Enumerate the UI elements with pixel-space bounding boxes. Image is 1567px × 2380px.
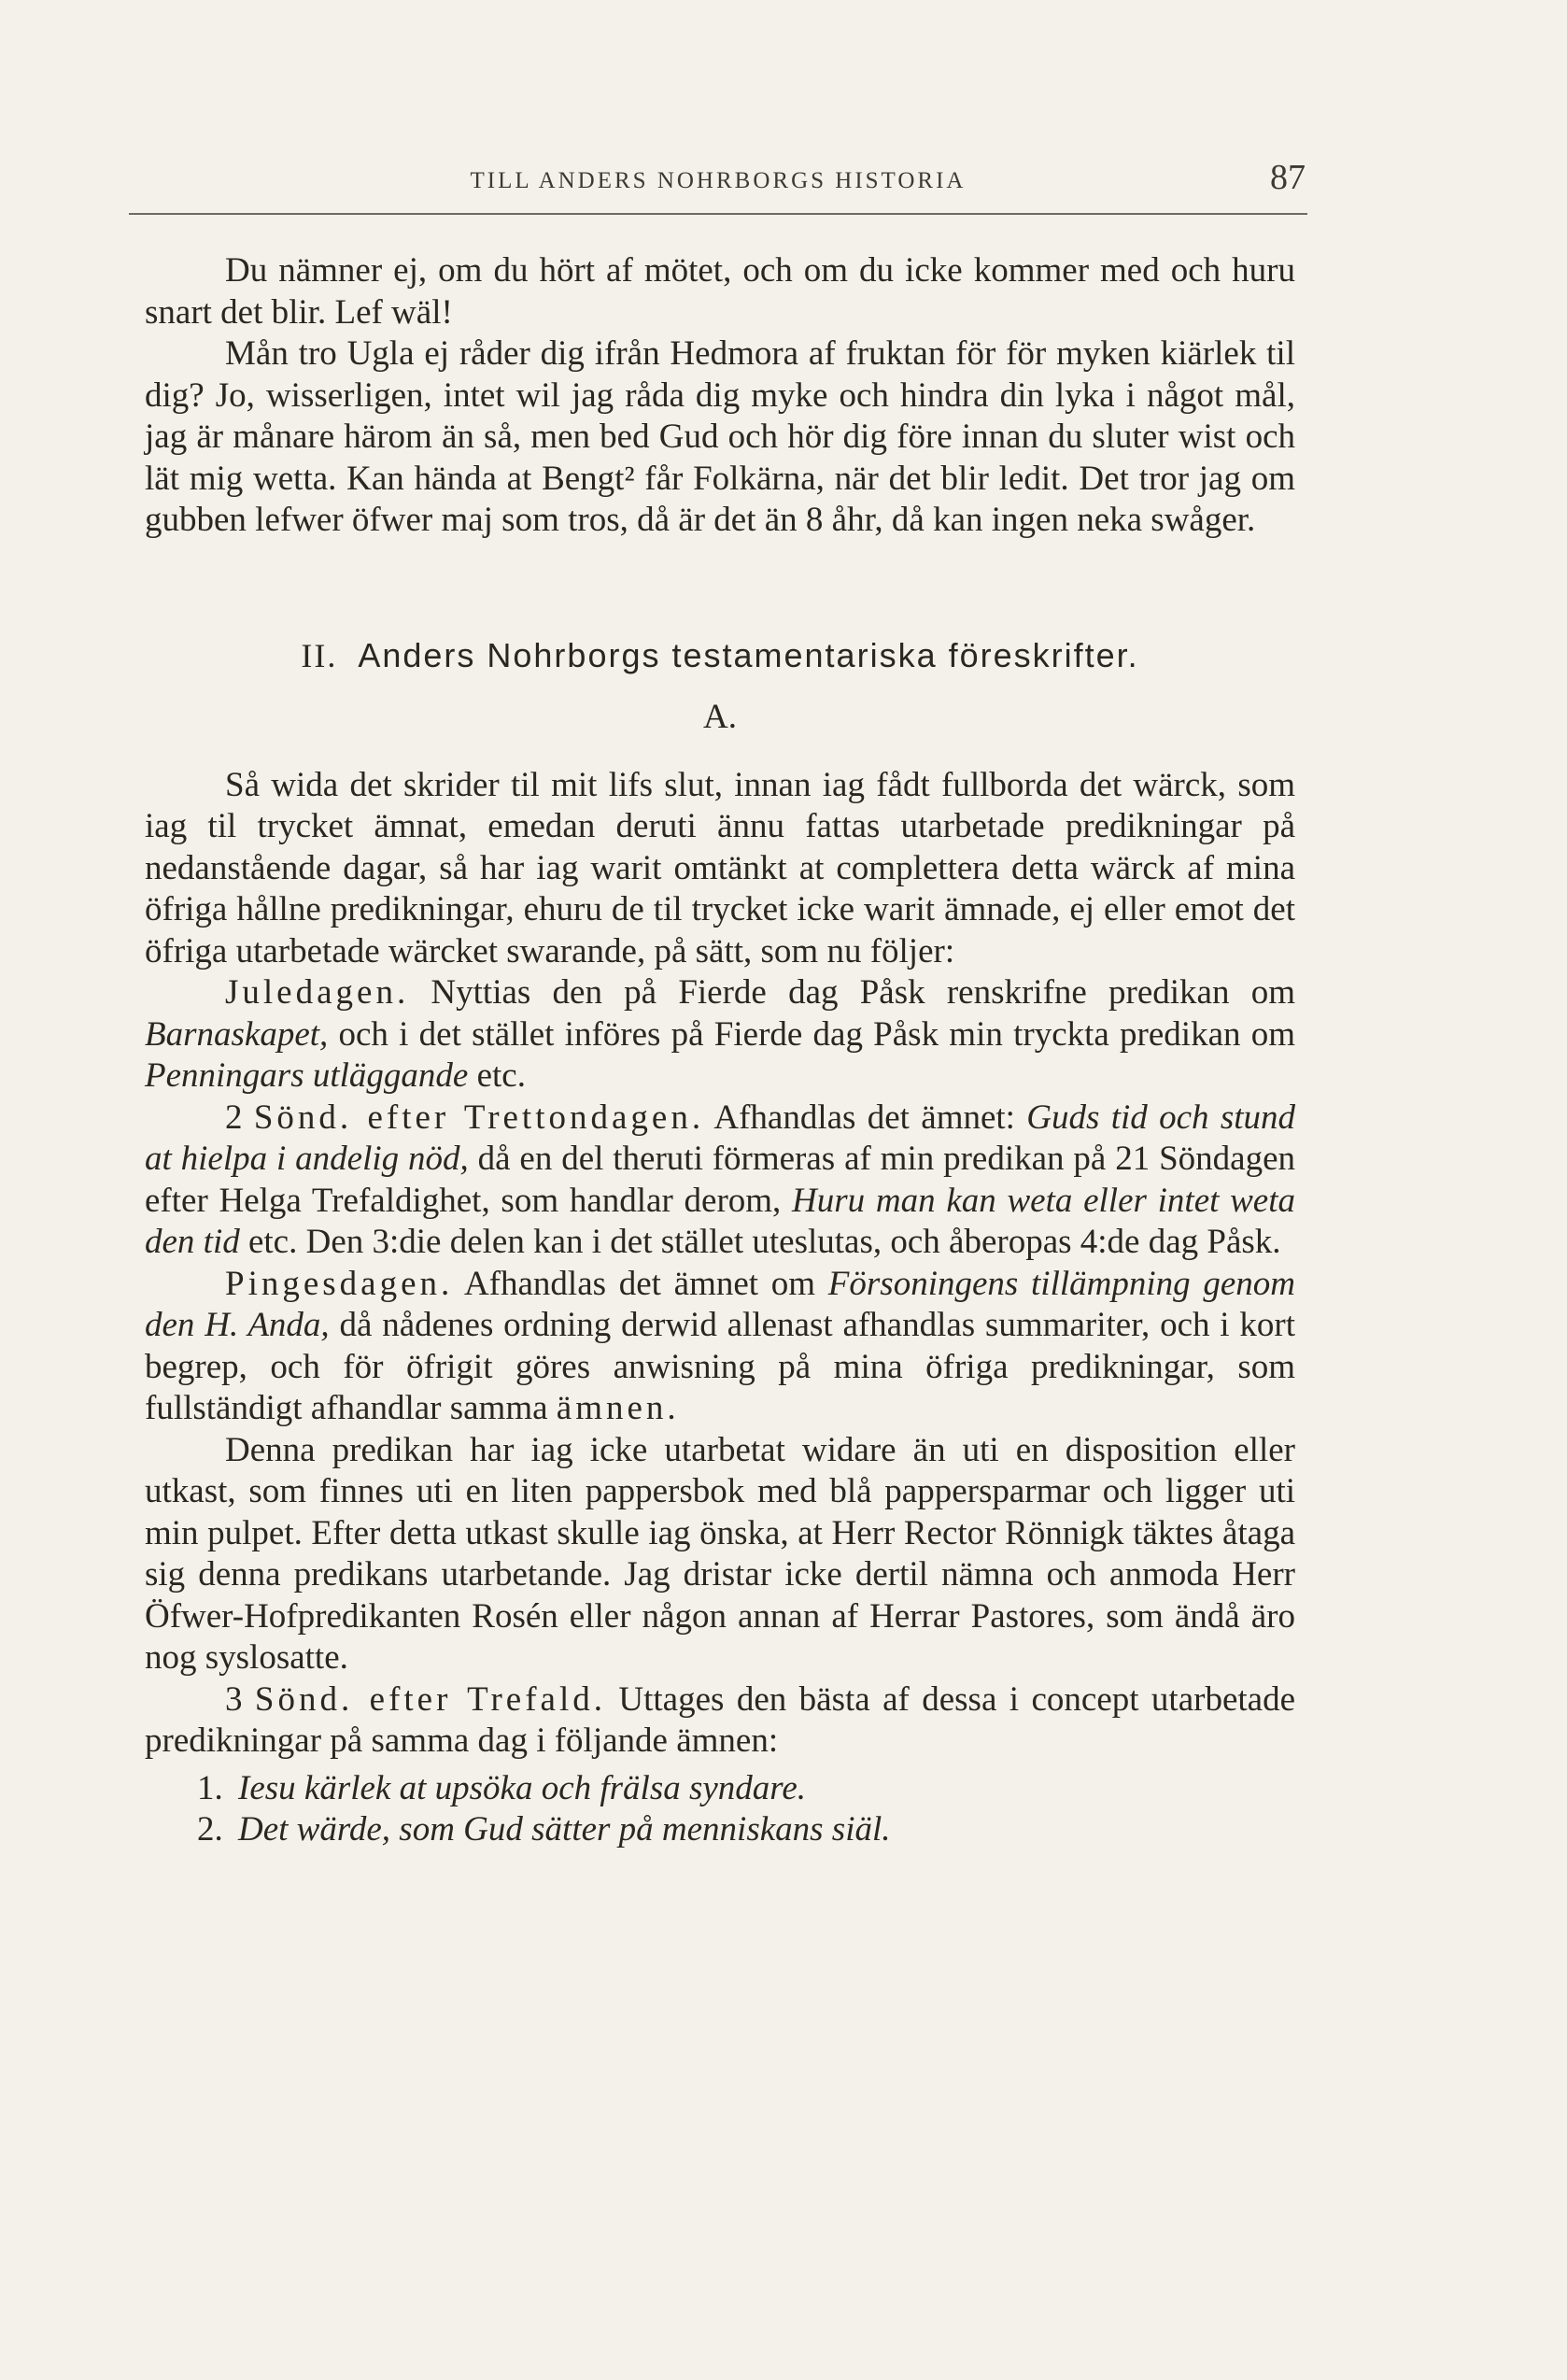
running-title: TILL ANDERS NOHRBORGS HISTORIA	[470, 168, 967, 193]
section-heading	[145, 635, 1295, 677]
section-number: II.	[301, 636, 338, 674]
list-item: 2. Det wärde, som Gud sätter på menniskans siäl.	[197, 1810, 891, 1849]
subsection-label: A.	[703, 698, 737, 736]
juledagen-paragraph: Juledagen. Nyttias den på Fierde dag Påsk renskrifne predikan om Barnaskapet, och i det stället införes på Fierde dag Påsk min tryckta predikan om Penningars utläggande etc.	[145, 973, 1295, 1095]
sermon-title: Barnaskapet,	[145, 1014, 329, 1054]
sermon-title: Guds tid och stund at hielpa i andelig nöd,	[145, 1098, 1296, 1178]
day-label: Juledagen.	[225, 973, 410, 1012]
day-label: Pingesdagen.	[225, 1264, 454, 1303]
day-label: Sönd. efter Trefald.	[254, 1679, 606, 1719]
sermon-title: Huru man kan weta eller intet weta den tid	[145, 1181, 1296, 1261]
section-title: Anders Nohrborgs testamentariska föreskrifter.	[358, 635, 1139, 674]
page-header	[129, 157, 1307, 215]
intro-paragraph: Så wida det skrider til mit lifs slut, innan iag fådt fullborda det wärck, som iag til trycket ämnat, emedan deruti ännu fattas utarbetade predikningar på nedanstående dagar, så har iag warit omtänkt at complettera detta wärck af mina öfriga hållne predikningar, ehuru de til trycket icke warit ämnade, ej eller emot det öfriga utarbetade wärcket swarande, på sätt, som nu följer:	[145, 765, 1295, 970]
sermon-title: Försoningens tillämpning genom den H. Anda,	[145, 1264, 1295, 1344]
pingesdagen-paragraph: Pingesdagen. Afhandlas det ämnet om Försoningens tillämpning genom den H. Anda, då nådenes ordning derwid allenast afhandlas summariter, och i kort begrep, och för öfrigit göres anwisning på mina öfriga predikningar, som fullständigt afhandlar samma ämnen.	[145, 1264, 1295, 1427]
topic-list	[145, 1768, 1295, 1851]
letter-paragraph: Mån tro Ugla ej råder dig ifrån Hedmora af fruktan för för myken kiärlek til dig? Jo, wisserligen, intet wil jag råda dig myke och hindra din lyka i något mål, jag är månare härom än så, men bed Gud och hör dig före innan du sluter wist och lät mig wetta. Kan hända at Bengt² får Folkärna, när det blir ledit. Det tror jag om gubben lefwer öfwer maj som tros, då är det än 8 åhr, då kan ingen neka swåger.	[145, 334, 1295, 539]
list-item: 1. Iesu kärlek at upsöka och frälsa syndare.	[197, 1768, 806, 1807]
sermon-title: Penningars utläggande	[145, 1056, 469, 1095]
page-body	[145, 250, 1295, 1851]
trettondagen-paragraph: 2 Sönd. efter Trettondagen. Afhandlas det ämnet: Guds tid och stund at hielpa i andelig nöd, då en del theruti förmeras af min predikan på 21 Söndagen efter Helga Trefaldighet, som handlar derom, Huru man kan weta eller intet weta den tid etc. Den 3:die delen kan i det stället uteslutas, och åberopas 4:de dag Påsk.	[145, 1098, 1296, 1261]
day-label: Sönd. efter Trettondagen.	[253, 1098, 705, 1137]
trefald-paragraph: 3 Sönd. efter Trefald. Uttages den bästa af dessa i concept utarbetade predikningar på samma dag i följande ämnen:	[145, 1679, 1295, 1760]
page-number: 87	[1270, 158, 1306, 197]
letter-paragraph: Du nämner ej, om du hört af mötet, och om du icke kommer med och huru snart det blir. Lef wäl!	[145, 251, 1295, 332]
denna-paragraph: Denna predikan har iag icke utarbetat widare än uti en disposition eller utkast, som finnes uti en liten pappersbok med blå pappersparmar och ligger uti min pulpet. Efter detta utkast skulle iag önska, at Herr Rector Rönnigk täktes åtaga sig denna predikans utarbetande. Jag dristar icke dertil nämna och anmoda Herr Öfwer-Hofpredikanten Rosén eller någon annan af Herrar Pastores, som ändå äro nog syslosatte.	[145, 1430, 1295, 1677]
